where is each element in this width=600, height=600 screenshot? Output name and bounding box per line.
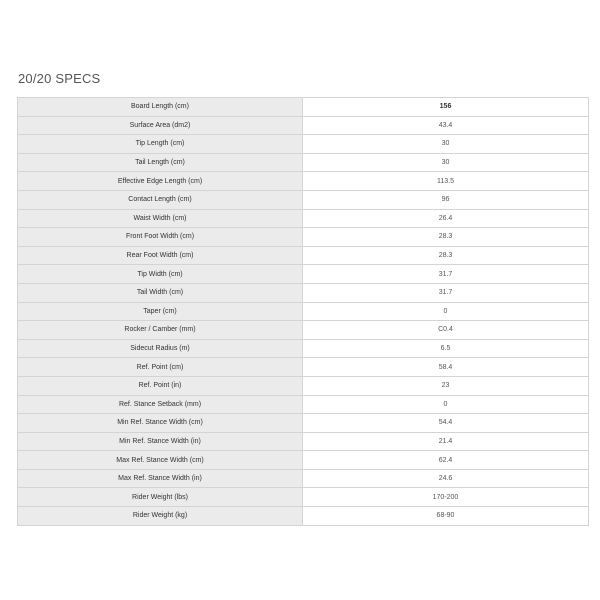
table-row xyxy=(18,190,589,209)
spec-value: 28.3 xyxy=(303,246,589,265)
spec-value: 43.4 xyxy=(303,116,589,135)
spec-value: 68-90 xyxy=(303,507,589,526)
spec-label: Taper (cm) xyxy=(18,302,303,321)
table-row xyxy=(18,209,589,228)
section-title: 20/20 SPECS xyxy=(18,71,101,86)
table-row xyxy=(18,135,589,154)
spec-label: Contact Length (cm) xyxy=(18,190,303,209)
spec-value: 156 xyxy=(303,98,589,117)
spec-label: Tail Length (cm) xyxy=(18,153,303,172)
specs-table xyxy=(17,97,589,526)
spec-label: Rider Weight (kg) xyxy=(18,507,303,526)
table-row xyxy=(18,469,589,488)
spec-value: C0.4 xyxy=(303,321,589,340)
spec-value: 96 xyxy=(303,190,589,209)
table-row xyxy=(18,246,589,265)
table-row xyxy=(18,172,589,191)
table-row xyxy=(18,265,589,284)
spec-value: 54.4 xyxy=(303,414,589,433)
table-row xyxy=(18,432,589,451)
spec-value: 24.6 xyxy=(303,469,589,488)
table-row xyxy=(18,358,589,377)
spec-value: 26.4 xyxy=(303,209,589,228)
table-row xyxy=(18,414,589,433)
spec-label: Rear Foot Width (cm) xyxy=(18,246,303,265)
spec-value: 23 xyxy=(303,376,589,395)
spec-value: 6.5 xyxy=(303,339,589,358)
spec-label: Ref. Stance Setback (mm) xyxy=(18,395,303,414)
spec-label: Waist Width (cm) xyxy=(18,209,303,228)
spec-value: 62.4 xyxy=(303,451,589,470)
spec-label: Tip Length (cm) xyxy=(18,135,303,154)
table-row xyxy=(18,302,589,321)
spec-label: Board Length (cm) xyxy=(18,98,303,117)
spec-value: 0 xyxy=(303,395,589,414)
table-row xyxy=(18,321,589,340)
table-row xyxy=(18,488,589,507)
spec-label: Min Ref. Stance Width (in) xyxy=(18,432,303,451)
table-row xyxy=(18,395,589,414)
table-row xyxy=(18,339,589,358)
spec-label: Max Ref. Stance Width (in) xyxy=(18,469,303,488)
table-row xyxy=(18,507,589,526)
spec-value: 31.7 xyxy=(303,283,589,302)
spec-label: Tip Width (cm) xyxy=(18,265,303,284)
spec-value: 58.4 xyxy=(303,358,589,377)
spec-value: 30 xyxy=(303,153,589,172)
spec-label: Rocker / Camber (mm) xyxy=(18,321,303,340)
specs-table-body xyxy=(18,98,589,526)
table-row xyxy=(18,451,589,470)
spec-label: Tail Width (cm) xyxy=(18,283,303,302)
spec-value: 170-200 xyxy=(303,488,589,507)
spec-label: Sidecut Radius (m) xyxy=(18,339,303,358)
spec-value: 31.7 xyxy=(303,265,589,284)
spec-label: Rider Weight (lbs) xyxy=(18,488,303,507)
spec-label: Ref. Point (cm) xyxy=(18,358,303,377)
spec-value: 28.3 xyxy=(303,228,589,247)
spec-value: 21.4 xyxy=(303,432,589,451)
table-row xyxy=(18,228,589,247)
spec-label: Surface Area (dm2) xyxy=(18,116,303,135)
spec-value: 0 xyxy=(303,302,589,321)
spec-label: Min Ref. Stance Width (cm) xyxy=(18,414,303,433)
table-row xyxy=(18,283,589,302)
spec-value: 30 xyxy=(303,135,589,154)
spec-label: Ref. Point (in) xyxy=(18,376,303,395)
table-row xyxy=(18,98,589,117)
table-row xyxy=(18,153,589,172)
spec-label: Effective Edge Length (cm) xyxy=(18,172,303,191)
spec-value: 113.5 xyxy=(303,172,589,191)
spec-label: Front Foot Width (cm) xyxy=(18,228,303,247)
table-row xyxy=(18,116,589,135)
table-row xyxy=(18,376,589,395)
spec-label: Max Ref. Stance Width (cm) xyxy=(18,451,303,470)
